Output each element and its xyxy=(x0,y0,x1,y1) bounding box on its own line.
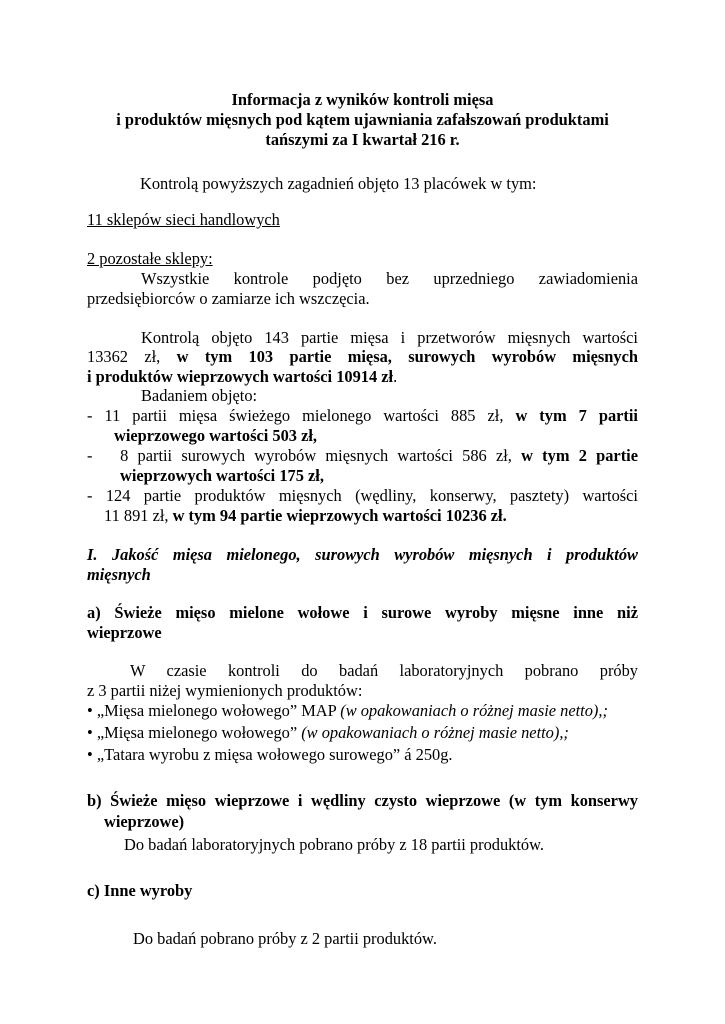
sampling-line-1: W czasie kontroli do badań laboratoryjnych pobrano próby xyxy=(130,661,638,680)
scope-line-1: Kontrolą objęto 143 partie mięsa i przetworów mięsnych wartości xyxy=(141,328,638,347)
scope-pork-value: i produktów wieprzowych wartości 10914 zł xyxy=(87,367,394,386)
bullet-item xyxy=(87,701,638,721)
list-item-2-text: 8 partii surowych wyrobów mięsnych wartości 586 zł, xyxy=(120,446,522,465)
notice-line-1: Wszystkie kontrole podjęto bez uprzedniego zawiadomienia xyxy=(141,269,638,288)
list-item-1-bold: w tym 7 partii xyxy=(515,406,638,425)
title-line-1: Informacja z wyników kontroli mięsa xyxy=(231,90,494,109)
list-item-3-value: 11 891 zł, xyxy=(104,506,173,525)
subsection-b-heading-cont: wieprzowe) xyxy=(104,812,185,831)
bullet-text: „Mięsa mielonego wołowego” xyxy=(92,723,302,742)
list-dash: - xyxy=(87,446,121,465)
other-stores-heading xyxy=(87,249,638,269)
list-item-3-text: 124 partie produktów mięsnych (wędliny, konserwy, pasztety) wartości xyxy=(105,486,638,505)
bullet-item xyxy=(87,745,638,765)
scope-pork-share: w tym 103 partie mięsa, surowych wyrobów mięsnych xyxy=(176,347,638,366)
chain-stores-text: 11 sklepów sieci handlowych xyxy=(87,210,280,229)
scope-period: . xyxy=(393,367,398,386)
bullet-note: (w opakowaniach o różnej masie netto),; xyxy=(340,701,608,720)
subsection-c-heading: c) Inne wyroby xyxy=(87,881,193,900)
list-item-2-cont: wieprzowych wartości 175 zł, xyxy=(120,466,324,485)
chain-stores-heading xyxy=(87,210,638,230)
scope-line-2 xyxy=(87,347,638,367)
list-item-2 xyxy=(87,446,638,466)
section-1-heading-cont: mięsnych xyxy=(87,565,151,584)
scope-line-3 xyxy=(87,367,638,387)
bullet-text: „Tatara wyrobu z mięsa wołowego surowego” á 250g. xyxy=(92,745,453,764)
subsection-c-text: Do badań pobrano próby z 2 partii produktów. xyxy=(133,929,437,948)
subsection-a-heading-cont: wieprzowe xyxy=(87,623,162,642)
scope-value: 13362 zł, xyxy=(87,347,177,366)
list-item-3-bold: w tym 94 partie wieprzowych wartości 10236 zł. xyxy=(172,506,507,525)
section-1-heading: I. Jakość mięsa mielonego, surowych wyrobów mięsnych i produktów xyxy=(87,545,638,564)
list-item-1-text: 11 partii mięsa świeżego mielonego wartości 885 zł, xyxy=(104,406,516,425)
intro-paragraph: Kontrolą powyższych zagadnień objęto 13 placówek w tym: xyxy=(140,174,537,193)
list-item-2-bold: w tym 2 partie xyxy=(521,446,638,465)
list-dash: - xyxy=(87,486,106,505)
sampling-line-2: z 3 partii niżej wymienionych produktów: xyxy=(87,681,363,700)
title-line-3: tańszymi za I kwartał 216 r. xyxy=(265,130,460,149)
bullet-note: (w opakowaniach o różnej masie netto),; xyxy=(301,723,569,742)
title-line-2: i produktów mięsnych pod kątem ujawniania zafałszowań produktami xyxy=(116,110,609,129)
list-item-3 xyxy=(87,486,638,506)
list-dash: - xyxy=(87,406,105,425)
examined-label: Badaniem objęto: xyxy=(141,386,258,405)
bullet-item xyxy=(87,723,638,743)
list-item-1-cont: wieprzowego wartości 503 zł, xyxy=(114,426,318,445)
other-stores-text: 2 pozostałe sklepy: xyxy=(87,249,213,268)
bullet-icon: • xyxy=(87,723,93,742)
bullet-icon: • xyxy=(87,745,93,764)
subsection-b-text: Do badań laboratoryjnych pobrano próby z 18 partii produktów. xyxy=(124,835,544,854)
subsection-b-heading: b) Świeże mięso wieprzowe i wędliny czysto wieprzowe (w tym konserwy xyxy=(87,791,638,810)
bullet-icon: • xyxy=(87,701,93,720)
list-item-1 xyxy=(87,406,638,426)
notice-line-2: przedsiębiorców o zamiarze ich wszczęcia. xyxy=(87,289,370,308)
bullet-text: „Mięsa mielonego wołowego” MAP xyxy=(92,701,341,720)
list-item-3-cont xyxy=(104,506,638,526)
subsection-a-heading: a) Świeże mięso mielone wołowe i surowe wyroby mięsne inne niż xyxy=(87,603,638,622)
